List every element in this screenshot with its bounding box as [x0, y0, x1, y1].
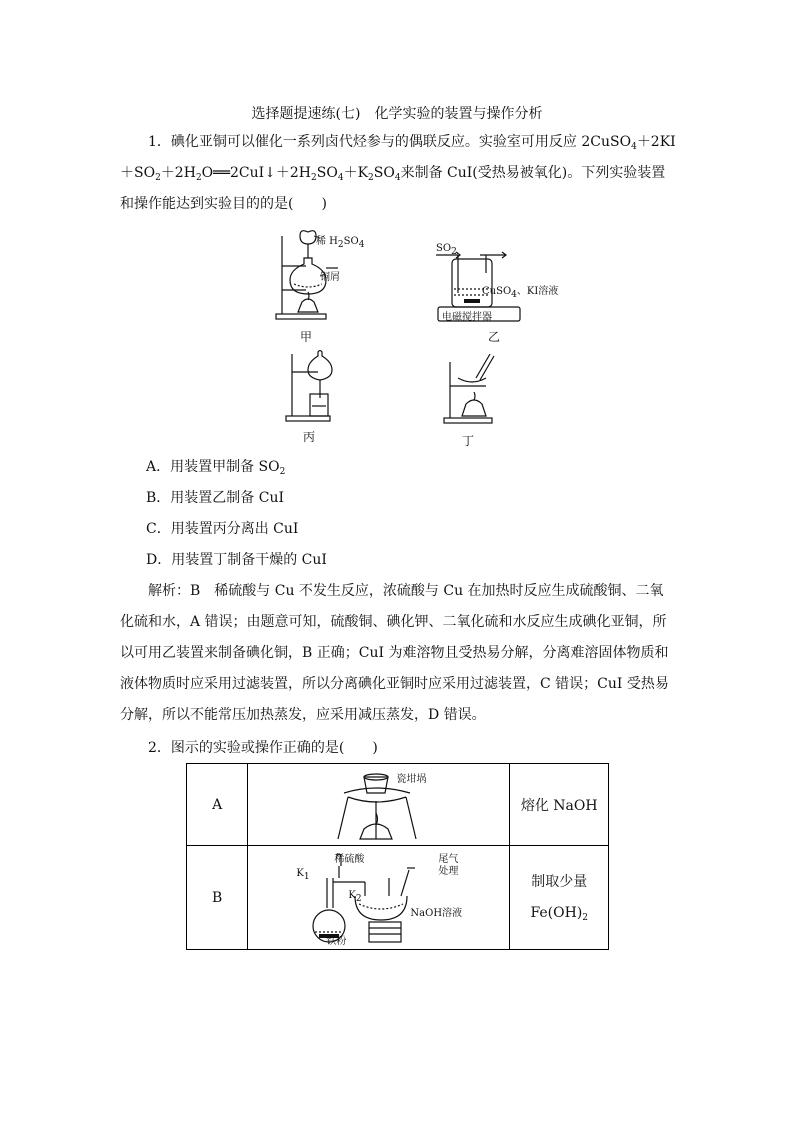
- apparatus-bing-figure: [284, 348, 344, 424]
- row-description: 熔化 NaOH: [510, 764, 609, 846]
- caption-yi: 乙: [488, 330, 501, 344]
- row-label: B: [187, 846, 248, 950]
- option-b: B．用装置乙制备 CuI: [146, 490, 284, 506]
- row-description: 制取少量 $Fe(OH)_2$: [510, 846, 609, 950]
- caption-jia: 甲: [300, 330, 313, 344]
- question-1-options: [146, 452, 327, 576]
- question-2-stem: 2．图示的实验或操作正确的是( ): [148, 740, 378, 756]
- label-iron-powder: 铁粉: [326, 936, 347, 947]
- section-title: 选择题提速练(七) 化学实验的装置与操作分析: [251, 106, 543, 122]
- figure-cell: [248, 846, 510, 950]
- option-a: A．用装置甲制备 $SO_2$: [146, 459, 286, 477]
- label-copper-scraps: 铜屑: [320, 272, 340, 283]
- label-valve-k1: $K_1$: [296, 868, 310, 882]
- option-c: C．用装置丙分离出 CuI: [146, 521, 299, 537]
- option-d: D．用装置丁制备干燥的 CuI: [146, 552, 327, 568]
- label-so2-inlet: $SO_2$: [436, 243, 457, 257]
- caption-bing: 丙: [303, 430, 316, 444]
- label-cuso4-ki-solution: CuSO$_4$、KI溶液: [482, 286, 559, 300]
- label-dilute-h2so4: 稀 $H_2SO_4$: [316, 236, 365, 250]
- label-tail-gas: 尾气 处理: [438, 854, 459, 877]
- question-1-stem: 1．碘化亚铜可以催化一系列卤代烃参与的偶联反应。实验室可用反应 $2CuSO_4+2KI+SO_2+2H_2O══2CuI↓+2H_2SO_4+K_2SO_4$来制备 CuI(受热易被氧化)。下列实验装置和操作能达到实验目的的是( ): [120, 134, 676, 212]
- row-label: A: [187, 764, 248, 846]
- question-2-table: [186, 763, 609, 950]
- apparatus-ding-figure: [442, 348, 502, 428]
- analysis-text: 解析：B 稀硫酸与 Cu 不发生反应，浓硫酸与 Cu 在加热时反应生成硫酸铜、二氧化硫和水，A 错误；由题意可知，硫酸铜、碘化钾、二氧化硫和水反应生成碘化亚铜，所以可用乙装置来制备碘化铜，B 正确；CuI 为难溶物且受热易分解，分离难溶固体物质和液体物质时应采用过滤装置，所以分离碘化亚铜时应采用过滤装置，C 错误；CuI 受热易分解，所以不能常压加热蒸发，应采用减压蒸发，D 错误。: [120, 583, 669, 723]
- label-dilute-sulfuric-acid: 稀硫酸: [334, 854, 365, 865]
- caption-ding: 丁: [462, 434, 475, 448]
- table-row: [187, 846, 609, 950]
- label-magnetic-stirrer: 电磁搅拌器: [442, 312, 492, 323]
- figure-cell: [248, 764, 510, 846]
- label-porcelain-crucible: 瓷坩埚: [396, 774, 427, 785]
- label-valve-k2: $K_2$: [348, 890, 362, 904]
- label-naoh-solution: NaOH溶液: [410, 908, 463, 919]
- table-row: [187, 764, 609, 846]
